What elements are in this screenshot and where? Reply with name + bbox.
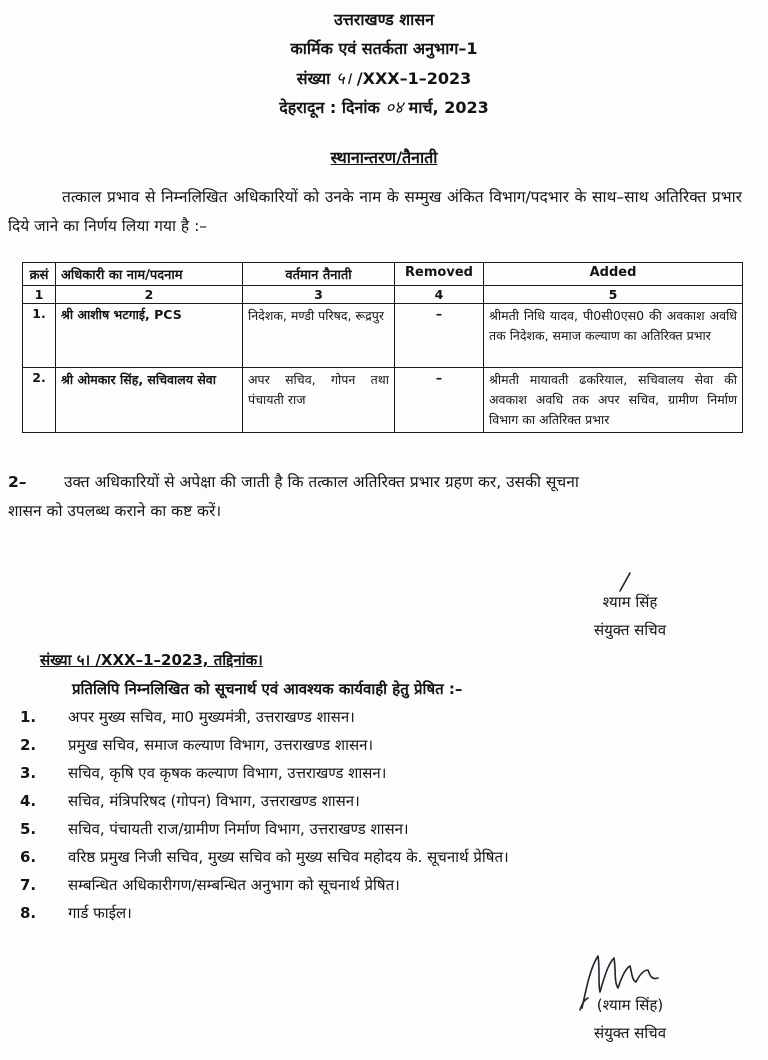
copy-reference: संख्या ५। /XXX–1–2023, तद्दिनांक। [40,651,263,669]
row-removed: – [395,304,484,368]
col-number: 3 [243,286,395,304]
header-sno: क्रसं [23,263,56,286]
list-item: 2. प्रमुख सचिव, समाज कल्याण विभाग, उत्तराखण्ड शासन। [20,736,374,754]
row-added: श्रीमती मायावती ढकरियाल, सचिवालय सेवा की अवकाश अवधि तक अपर सचिव, ग्रामीण निर्माण विभाग का अतिरिक्त प्रभार [484,368,743,433]
list-item: 4. सचिव, मंत्रिपरिषद (गोपन) विभाग, उत्तराखण्ड शासन। [20,792,360,810]
section-title: कार्मिक एवं सतर्कता अनुभाग–1 [290,39,478,58]
order-number-suffix: /XXX–1–2023 [356,69,472,88]
transfer-table [22,262,743,433]
table-header-row [23,263,743,286]
header-current-posting: वर्तमान तैनाती [243,263,395,286]
paragraph-2-number: 2– [8,473,27,491]
row-current-posting: निदेशक, मण्डी परिषद, रूद्रपुर [243,304,395,368]
header-removed: Removed [395,263,484,286]
signatory-designation-2: संयुक्त सचिव [593,1024,667,1042]
row-officer-name: श्री आशीष भटगाई, PCS [56,304,243,368]
list-item: 6. वरिष्ठ प्रमुख निजी सचिव, मुख्य सचिव को मुख्य सचिव महोदय के. सूचनार्थ प्रेषित। [20,848,509,866]
signatory-name-2: (श्याम सिंह) [596,996,664,1014]
list-item: 8. गार्ड फाईल। [20,904,132,922]
order-date-prefix: देहरादून : दिनांक [279,98,380,117]
row-added: श्रीमती निधि यादव, पी0सी0एस0 की अवकाश अवधि तक निदेशक, समाज कल्याण का अतिरिक्त प्रभार [484,304,743,368]
row-officer-name: श्री ओमकार सिंह, सचिवालय सेवा [56,368,243,433]
table-number-row [23,286,743,304]
table-row [23,304,743,368]
signature-tick-mark [616,571,636,593]
signatory-name: श्याम सिंह [602,593,658,611]
order-date-suffix: मार्च, 2023 [408,98,489,117]
paragraph-2-line2: शासन को उपलब्ध कराने का कष्ट करें। [8,502,222,520]
order-number-prefix: संख्या [296,69,331,88]
col-number: 2 [56,286,243,304]
order-date-handwritten: ०४ [385,98,404,118]
copy-intro: प्रतिलिपि निम्नलिखित को सूचनार्थ एवं आवश्यक कार्यवाही हेतु प्रेषित :– [72,680,463,698]
list-item: 3. सचिव, कृषि एव कृषक कल्याण विभाग, उत्तराखण्ड शासन। [20,764,387,782]
paragraph-2-line1: उक्त अधिकारियों से अपेक्षा की जाती है कि तत्काल अतिरिक्त प्रभार ग्रहण कर, उसकी सूचना [64,473,579,491]
subject-heading: स्थानान्तरण/तैनाती [330,148,438,167]
header-officer-name: अधिकारी का नाम/पदनाम [56,263,243,286]
col-number: 5 [484,286,743,304]
table-row [23,368,743,433]
order-date [0,95,768,118]
intro-paragraph: तत्काल प्रभाव से निम्नलिखित अधिकारियों को उनके नाम के सम्मुख अंकित विभाग/पदभार के साथ–साथ अतिरिक्त प्रभार दिये जाने का निर्णय लिया गया है :– [8,188,742,235]
header-added: Added [484,263,743,286]
order-number [0,66,768,89]
list-item: 5. सचिव, पंचायती राज/ग्रामीण निर्माण विभाग, उत्तराखण्ड शासन। [20,820,409,838]
signatory-designation: संयुक्त सचिव [593,621,667,639]
list-item: 1. अपर मुख्य सचिव, मा0 मुख्यमंत्री, उत्तराखण्ड शासन। [20,708,355,726]
order-number-handwritten: ५। [335,69,352,89]
row-removed: – [395,368,484,433]
paragraph-2 [8,468,748,526]
col-number: 4 [395,286,484,304]
row-current-posting: अपर सचिव, गोपन तथा पंचायती राज [243,368,395,433]
col-number: 1 [23,286,56,304]
list-item: 7. सम्बन्धित अधिकारीगण/सम्बन्धित अनुभाग को सूचनार्थ प्रेषित। [20,876,400,894]
row-sno: 1. [23,304,56,368]
row-sno: 2. [23,368,56,433]
department-title: उत्तराखण्ड शासन [333,10,435,29]
